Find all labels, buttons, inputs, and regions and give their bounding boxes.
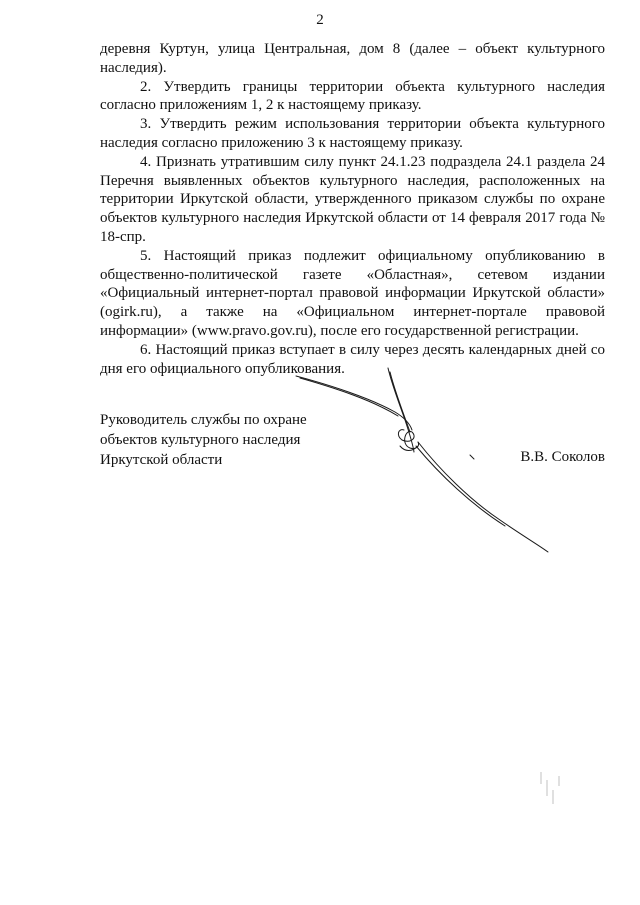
paragraph-2: 2. Утвердить границы территории объекта культурного наследия согласно приложениям 1, 2 к настоящему приказу. (100, 78, 605, 114)
scan-artifact (535, 770, 565, 810)
page-number: 2 (316, 12, 324, 28)
signature-block (100, 410, 605, 470)
paragraph-4: 4. Признать утратившим силу пункт 24.1.23 подраздела 24.1 раздела 24 Перечня выявленных объектов культурного наследия, расположенных на территории Иркутской области, утвержденного приказом службы по охране объектов культурного наследия Иркутской области от 14 февраля 2017 года № 18-спр. (100, 153, 605, 245)
signer-title-line: Руководитель службы по охране (100, 412, 307, 428)
paragraph-5: 5. Настоящий приказ подлежит официальному опубликованию в общественно-политической газете «Областная», сетевом издании «Официальный интернет-портал правовой информации Иркутской области» (ogirk.ru), а также на «Официальном интернет-портале правовой информации» (www.pravo.gov.ru), после его государственной регистрации. (100, 247, 605, 339)
signer-name: В.В. Соколов (520, 449, 605, 465)
document-body (100, 40, 605, 378)
signer-title-line: Иркутской области (100, 452, 223, 468)
paragraph-6: 6. Настоящий приказ вступает в силу через десять календарных дней со дня его официального опубликования. (100, 341, 605, 377)
paragraph-continued: деревня Куртун, улица Центральная, дом 8 (далее – объект культурного наследия). (100, 41, 605, 76)
paragraph-3: 3. Утвердить режим использования территории объекта культурного наследия согласно приложению 3 к настоящему приказу. (100, 116, 605, 151)
signer-title-line: объектов культурного наследия (100, 432, 301, 448)
